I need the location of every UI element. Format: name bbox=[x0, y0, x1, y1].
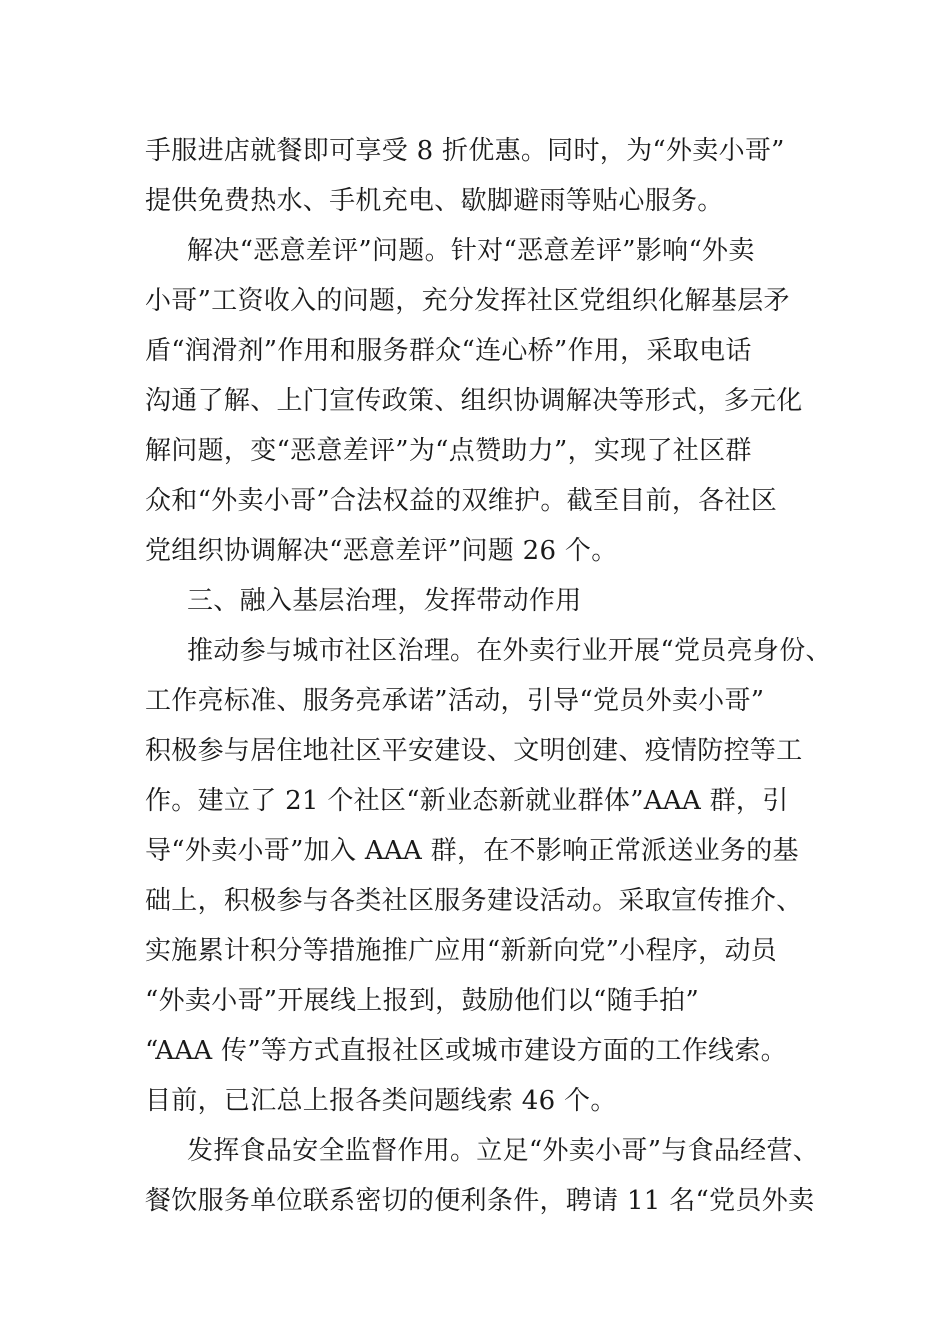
document-body bbox=[145, 126, 845, 1226]
text-line-6: 沟通了解、上门宣传政策、组织协调解决等形式，多元化 bbox=[145, 386, 803, 416]
section-heading: 三、融入基层治理，发挥带动作用 bbox=[187, 586, 582, 616]
text-line-8: 众和“外卖小哥”合法权益的双维护。截至目前，各社区 bbox=[145, 486, 778, 516]
text-line-2: 提供免费热水、手机充电、歇脚避雨等贴心服务。 bbox=[145, 186, 724, 216]
text-line-11: 推动参与城市社区治理。在外卖行业开展“党员亮身份、 bbox=[187, 636, 832, 666]
text-line-22: 餐饮服务单位联系密切的便利条件，聘请 11 名“党员外卖 bbox=[145, 1186, 815, 1216]
text-line-13: 积极参与居住地社区平安建设、文明创建、疫情防控等工 bbox=[145, 736, 803, 766]
text-line-18: “外卖小哥”开展线上报到，鼓励他们以“随手拍” bbox=[145, 986, 700, 1016]
text-line-7: 解问题，变“恶意差评”为“点赞助力”，实现了社区群 bbox=[145, 436, 752, 466]
text-line-1: 手服进店就餐即可享受 8 折优惠。同时，为“外卖小哥” bbox=[145, 136, 785, 166]
text-line-9: 党组织协调解决“恶意差评”问题 26 个。 bbox=[145, 536, 618, 566]
text-line-15: 导“外卖小哥”加入 AAA 群，在不影响正常派送业务的基 bbox=[145, 836, 799, 866]
text-line-20: 目前，已汇总上报各类问题线索 46 个。 bbox=[145, 1086, 617, 1116]
text-line-17: 实施累计积分等措施推广应用“新新向党”小程序，动员 bbox=[145, 936, 778, 966]
text-line-5: 盾“润滑剂”作用和服务群众“连心桥”作用，采取电话 bbox=[145, 336, 752, 366]
text-line-14: 作。建立了 21 个社区“新业态新就业群体”AAA 群，引 bbox=[145, 786, 789, 816]
text-line-12: 工作亮标准、服务亮承诺”活动，引导“党员外卖小哥” bbox=[145, 686, 765, 716]
text-line-19: “AAA 传”等方式直报社区或城市建设方面的工作线索。 bbox=[145, 1036, 787, 1066]
text-line-3: 解决“恶意差评”问题。针对“恶意差评”影响“外卖 bbox=[187, 236, 755, 266]
text-line-16: 础上，积极参与各类社区服务建设活动。采取宣传推介、 bbox=[145, 886, 803, 916]
text-line-21: 发挥食品安全监督作用。立足“外卖小哥”与食品经营、 bbox=[187, 1136, 820, 1166]
text-line-4: 小哥”工资收入的问题，充分发挥社区党组织化解基层矛 bbox=[145, 286, 790, 316]
